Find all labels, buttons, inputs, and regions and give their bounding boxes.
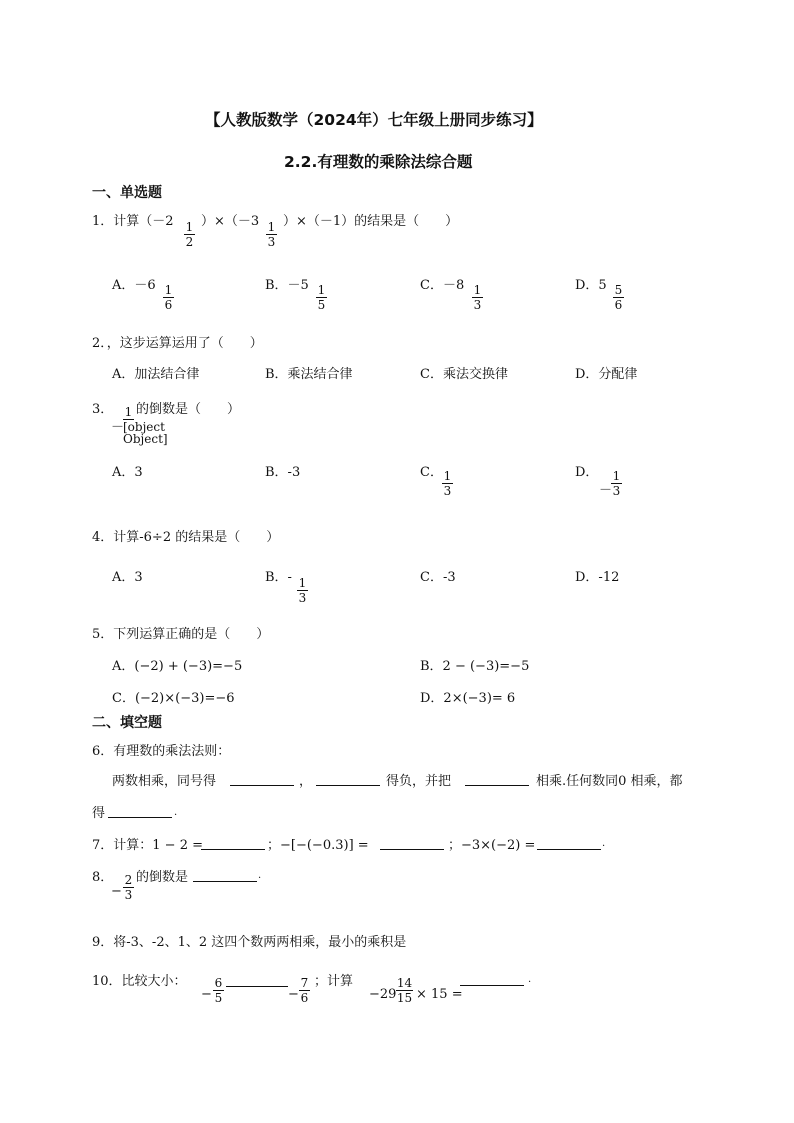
q8-minus: − [111, 884, 122, 899]
q1-stem-lead: 1．计算（－2 [92, 214, 174, 229]
q10-stem-lead: 10．比较大小： [92, 974, 187, 989]
q3-fraction [123, 405, 168, 446]
q3-minus: － [111, 420, 125, 435]
q10-fraction-1-minus: − [201, 987, 212, 1002]
q3-option-c-label: C． [420, 465, 443, 480]
q1-option-a-denominator: 6 [164, 298, 173, 312]
q3-numerator: 1 [124, 405, 133, 419]
q6-line1-part4: 相乘.任何数同0 相乘，都 [536, 774, 683, 789]
q1-option-b-numerator: 1 [317, 283, 326, 297]
q8-numerator: 2 [124, 873, 133, 887]
q1-fraction-2-denominator: 3 [267, 235, 276, 249]
q10-blank-1[interactable] [226, 986, 288, 987]
q3-denominator: [object Object] [123, 420, 168, 446]
q10-fraction-2-numerator: 7 [300, 976, 309, 990]
q2-option-a[interactable]: A．加法结合律 [112, 367, 200, 382]
q3-option-a[interactable]: A．3 [112, 465, 143, 480]
q8-blank[interactable] [193, 881, 257, 882]
q10-fraction-1-numerator: 6 [214, 976, 223, 990]
q6-blank-2[interactable] [316, 785, 380, 786]
q1-option-d-numerator: 5 [614, 283, 623, 297]
q5-option-b[interactable]: B．2 − (−3)=−5 [420, 659, 530, 674]
q4-option-d[interactable]: D．-12 [575, 570, 620, 585]
q10-stem-mid: ；计算 [314, 974, 354, 989]
q3-stem-tail: 的倒数是（ ） [136, 402, 241, 417]
q10-end-period: . [528, 974, 532, 985]
q7-blank-3[interactable] [537, 849, 601, 850]
q3-option-b[interactable]: B．-3 [265, 465, 301, 480]
q8-fraction [123, 874, 134, 901]
q2-option-d[interactable]: D．分配律 [575, 367, 638, 382]
q1-option-a-label: A．－6 [112, 278, 156, 293]
q1-option-b-label: B．－5 [265, 278, 309, 293]
q6-blank-3[interactable] [465, 785, 529, 786]
q4-stem: 4．计算-6÷2 的结果是（ ） [92, 530, 280, 545]
q1-option-b-denominator: 5 [317, 298, 326, 312]
q6-line1-part1: 两数相乘，同号得 [112, 774, 217, 789]
q5-option-c[interactable]: C．(−2)×(−3)=−6 [112, 691, 235, 706]
q6-line1-part2: ， [299, 774, 313, 789]
q4-option-b-label: B．- [265, 570, 292, 585]
q2-option-b[interactable]: B．乘法结合律 [265, 367, 353, 382]
section-heading-single-choice: 一、单选题 [92, 185, 162, 201]
q6-line2-part1: 得 [92, 806, 106, 821]
q1-option-d-label: D．5 [575, 278, 607, 293]
q3-option-d-numerator: 1 [612, 469, 621, 483]
q10-expression-fraction [396, 977, 413, 1004]
q4-option-a[interactable]: A．3 [112, 570, 143, 585]
q2-option-c[interactable]: C．乘法交换律 [420, 367, 508, 382]
q1-option-c-fraction [472, 284, 483, 311]
q3-option-d-minus: － [599, 483, 613, 498]
q1-option-c-denominator: 3 [473, 298, 482, 312]
q10-fraction-2-minus: − [288, 987, 299, 1002]
q6-blank-1[interactable] [230, 785, 294, 786]
q10-expression-tail: × 15 = [416, 987, 463, 1002]
q6-stem: 6．有理数的乘法法则： [92, 744, 231, 759]
q5-option-a[interactable]: A．(−2) + (−3)=−5 [112, 659, 243, 674]
q1-stem-mid1: ）×（－3 [201, 214, 260, 229]
q10-blank-2[interactable] [460, 985, 524, 986]
q8-number: 8． [92, 870, 114, 885]
q7-stem-lead: 7．计算：1 − 2 = [92, 838, 203, 853]
q1-option-a-numerator: 1 [164, 283, 173, 297]
q1-option-d-fraction [613, 284, 624, 311]
q1-option-c-numerator: 1 [473, 283, 482, 297]
section-heading-fill-in: 二、填空题 [92, 715, 162, 731]
q10-expression-denominator: 15 [396, 991, 413, 1005]
q1-option-c-label: C．－8 [420, 278, 465, 293]
q5-option-d[interactable]: D．2×(−3)= 6 [420, 691, 516, 706]
q3-option-d-fraction [611, 470, 622, 497]
q1-fraction-1-numerator: 1 [185, 220, 194, 234]
q1-option-a-fraction [163, 284, 174, 311]
q7-stem-mid1: ；−[−(−0.3)] = [267, 838, 369, 853]
page-subtitle: 2.2.有理数的乘除法综合题 [284, 153, 473, 171]
q3-number: 3． [92, 402, 114, 417]
q3-option-c-numerator: 1 [443, 469, 452, 483]
q10-expression-numerator: 14 [396, 976, 413, 990]
q3-option-c-denominator: 3 [443, 484, 452, 498]
q1-stem-tail: ）×（－1）的结果是（ ） [283, 214, 459, 229]
q10-expression-integer: −29 [369, 987, 397, 1002]
q5-stem: 5．下列运算正确的是（ ） [92, 627, 270, 642]
q7-end-period: . [602, 838, 606, 849]
q2-stem: 2．，这步运算运用了（ ） [92, 336, 263, 351]
q3-option-c-fraction [442, 470, 453, 497]
q3-option-d-label: D． [575, 465, 599, 480]
q7-blank-2[interactable] [380, 849, 444, 850]
q8-stem-tail: 的倒数是 [136, 870, 189, 885]
question-9: 9．将-3、-2、1、2 这四个数两两相乘，最小的乘积是 [92, 935, 407, 950]
q1-fraction-2 [266, 221, 277, 248]
q7-stem-mid2: ；−3×(−2) = [448, 838, 536, 853]
q1-fraction-1 [184, 221, 195, 248]
q1-fraction-2-numerator: 1 [267, 220, 276, 234]
q1-option-d-denominator: 6 [614, 298, 623, 312]
q6-end-period: . [174, 807, 178, 818]
q4-option-b-numerator: 1 [298, 576, 307, 590]
q8-end-period: . [258, 870, 262, 881]
q7-blank-1[interactable] [201, 849, 265, 850]
q10-fraction-2 [299, 977, 310, 1004]
q3-option-d-denominator: 3 [612, 484, 621, 498]
q4-option-c[interactable]: C．-3 [420, 570, 456, 585]
q6-line1-part3: 得负，并把 [386, 774, 452, 789]
q1-fraction-1-denominator: 2 [185, 235, 194, 249]
q10-fraction-1 [213, 977, 224, 1004]
q4-option-b-fraction [297, 577, 308, 604]
q1-option-b-fraction [316, 284, 327, 311]
q10-fraction-1-denominator: 5 [214, 991, 223, 1005]
page-title: 【人教版数学（2024年）七年级上册同步练习】 [205, 111, 543, 129]
q10-fraction-2-denominator: 6 [300, 991, 309, 1005]
q6-blank-4[interactable] [108, 817, 172, 818]
q8-denominator: 3 [124, 888, 133, 902]
q4-option-b-denominator: 3 [298, 591, 307, 605]
